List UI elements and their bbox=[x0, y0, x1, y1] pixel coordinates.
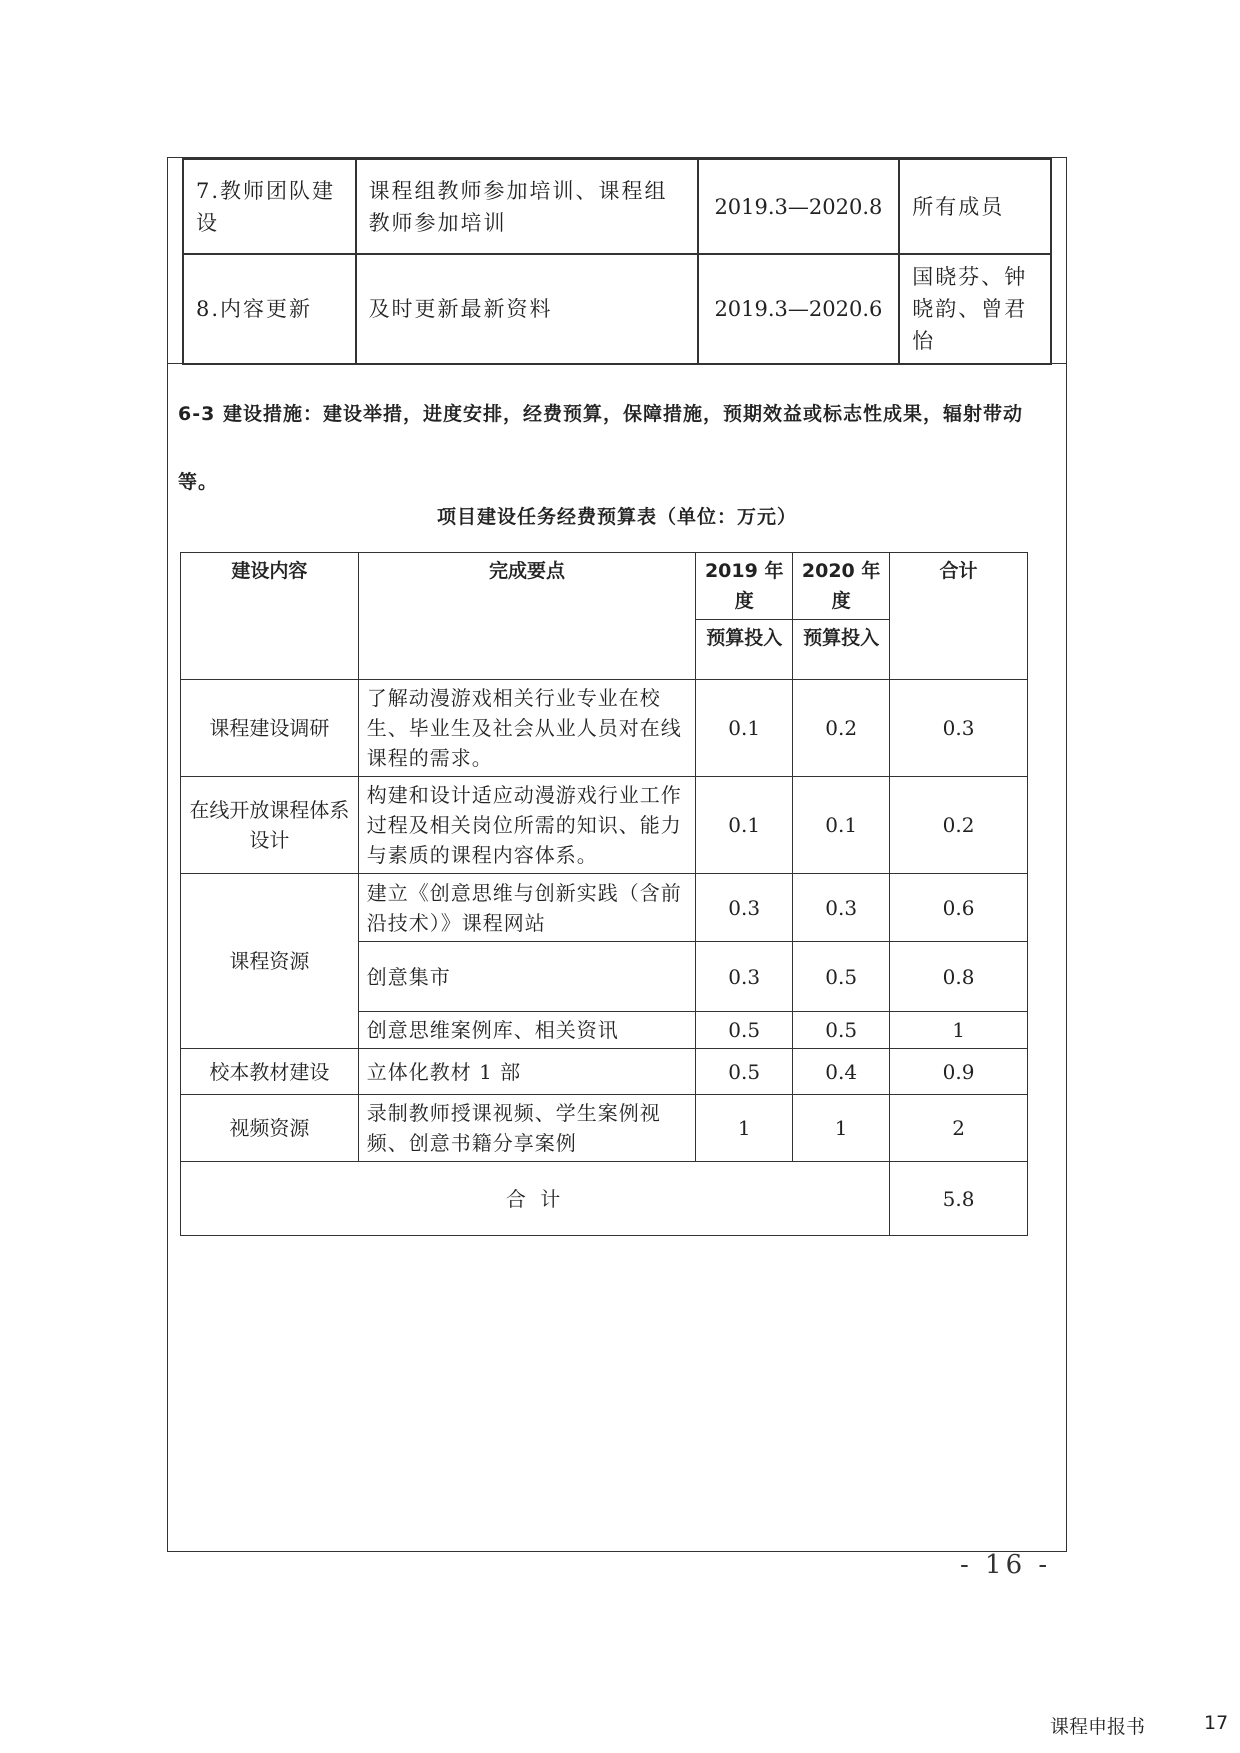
y2020-cell: 0.5 bbox=[793, 1012, 890, 1049]
total-cell: 0.3 bbox=[890, 680, 1028, 777]
point-cell: 立体化教材 1 部 bbox=[358, 1049, 696, 1095]
table-row bbox=[183, 159, 1051, 254]
content-cell: 视频资源 bbox=[181, 1095, 359, 1162]
header-content: 建设内容 bbox=[181, 553, 359, 680]
content-cell: 校本教材建设 bbox=[181, 1049, 359, 1095]
header-2019: 2019 年度 bbox=[696, 553, 793, 620]
page-number: - 16 - bbox=[960, 1550, 1052, 1580]
total-cell: 1 bbox=[890, 1012, 1028, 1049]
y2019-cell: 0.5 bbox=[696, 1049, 793, 1095]
table-row bbox=[181, 874, 1028, 942]
budget-table bbox=[180, 552, 1028, 1236]
y2020-cell: 0.5 bbox=[793, 942, 890, 1012]
table-row bbox=[181, 1049, 1028, 1095]
table-row bbox=[181, 777, 1028, 874]
y2020-cell: 0.2 bbox=[793, 680, 890, 777]
budget-caption: 项目建设任务经费预算表（单位：万元） bbox=[436, 506, 797, 528]
table-row bbox=[183, 254, 1051, 364]
owner-cell: 所有成员 bbox=[899, 159, 1051, 254]
header-2020: 2020 年度 bbox=[793, 553, 890, 620]
header-2020-sub: 预算投入 bbox=[793, 620, 890, 680]
content-cell: 课程资源 bbox=[181, 874, 359, 1049]
sum-row bbox=[181, 1162, 1028, 1236]
section-heading: 6-3 建设措施：建设举措，进度安排，经费预算，保障措施，预期效益或标志性成果，辐射带动等。 bbox=[178, 403, 1023, 493]
content-cell: 及时更新最新资料 bbox=[356, 254, 698, 364]
total-cell: 2 bbox=[890, 1095, 1028, 1162]
sum-label: 合 计 bbox=[181, 1162, 890, 1236]
point-cell: 建立《创意思维与创新实践（含前沿技术）》课程网站 bbox=[358, 874, 696, 942]
footer-label: 课程申报书 bbox=[1050, 1716, 1146, 1738]
total-cell: 0.2 bbox=[890, 777, 1028, 874]
header-total: 合计 bbox=[890, 553, 1028, 680]
total-cell: 0.8 bbox=[890, 942, 1028, 1012]
section-divider bbox=[168, 363, 1066, 364]
footer-page-number: 17 bbox=[1204, 1712, 1229, 1734]
table-row bbox=[181, 1095, 1028, 1162]
document-frame bbox=[167, 157, 1067, 1552]
task-cell: 7.教师团队建设 bbox=[183, 159, 356, 254]
task-cell: 8.内容更新 bbox=[183, 254, 356, 364]
point-cell: 录制教师授课视频、学生案例视频、创意书籍分享案例 bbox=[358, 1095, 696, 1162]
owner-cell: 国晓芬、钟晓韵、曾君怡 bbox=[899, 254, 1051, 364]
header-row bbox=[181, 553, 1028, 620]
y2019-cell: 0.3 bbox=[696, 874, 793, 942]
y2020-cell: 0.1 bbox=[793, 777, 890, 874]
header-points: 完成要点 bbox=[358, 553, 696, 680]
y2019-cell: 0.3 bbox=[696, 942, 793, 1012]
point-cell: 创意思维案例库、相关资讯 bbox=[358, 1012, 696, 1049]
y2019-cell: 1 bbox=[696, 1095, 793, 1162]
period-cell: 2019.3—2020.8 bbox=[698, 159, 900, 254]
content-cell: 在线开放课程体系设计 bbox=[181, 777, 359, 874]
content-cell: 课程组教师参加培训、课程组教师参加培训 bbox=[356, 159, 698, 254]
total-cell: 0.6 bbox=[890, 874, 1028, 942]
point-cell: 创意集市 bbox=[358, 942, 696, 1012]
schedule-table bbox=[182, 158, 1052, 365]
table-row bbox=[181, 680, 1028, 777]
header-2019-sub: 预算投入 bbox=[696, 620, 793, 680]
period-cell: 2019.3—2020.6 bbox=[698, 254, 900, 364]
point-cell: 了解动漫游戏相关行业专业在校生、毕业生及社会从业人员对在线课程的需求。 bbox=[358, 680, 696, 777]
content-cell: 课程建设调研 bbox=[181, 680, 359, 777]
total-cell: 0.9 bbox=[890, 1049, 1028, 1095]
point-cell: 构建和设计适应动漫游戏行业工作过程及相关岗位所需的知识、能力与素质的课程内容体系。 bbox=[358, 777, 696, 874]
y2019-cell: 0.1 bbox=[696, 777, 793, 874]
y2020-cell: 0.4 bbox=[793, 1049, 890, 1095]
y2020-cell: 1 bbox=[793, 1095, 890, 1162]
sum-value: 5.8 bbox=[890, 1162, 1028, 1236]
y2020-cell: 0.3 bbox=[793, 874, 890, 942]
y2019-cell: 0.1 bbox=[696, 680, 793, 777]
y2019-cell: 0.5 bbox=[696, 1012, 793, 1049]
